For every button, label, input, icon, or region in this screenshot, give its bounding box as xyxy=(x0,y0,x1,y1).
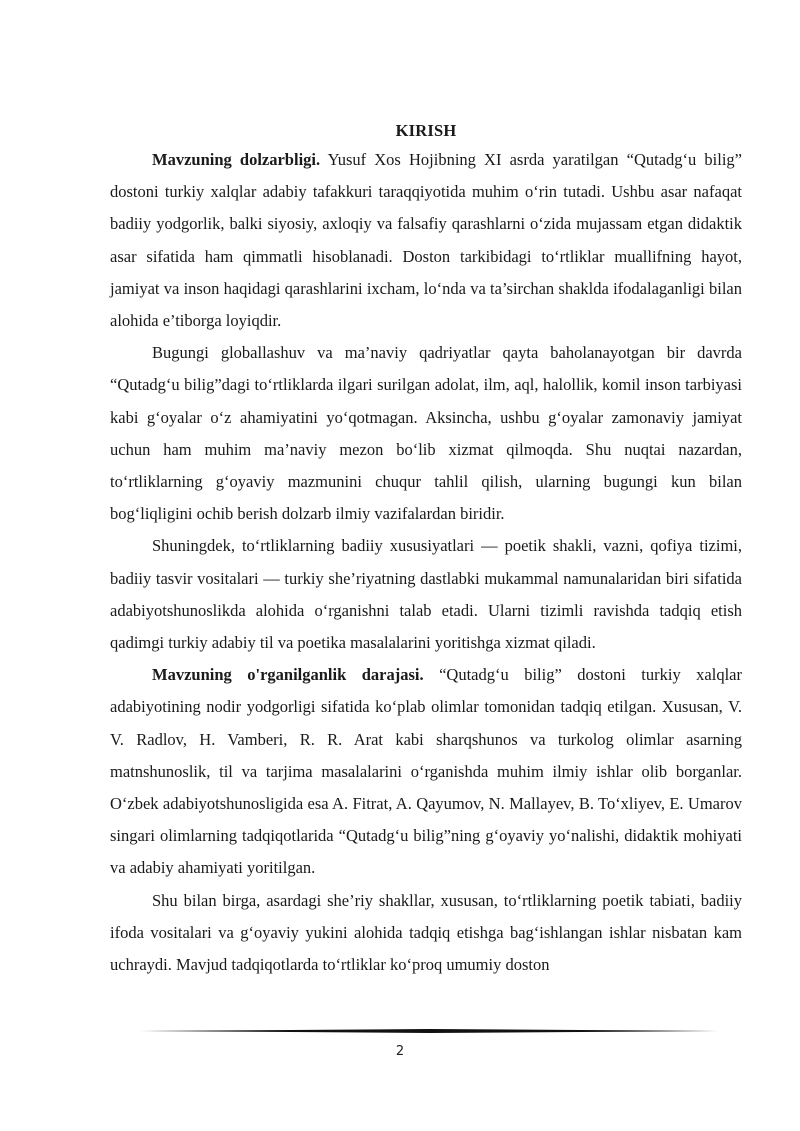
section-heading: KIRISH xyxy=(395,121,457,140)
paragraph-text: “Qutadg‘u bilig” dostoni turkiy xalqlar adabiyotining nodir yodgorligi sifatida ko‘plab olimlar tomonidan tadqiq etilgan. Xususan, V. V. Radlov, H. Vamberi, R. R. Arat kabi sharqshunos va turkolog olimlar asarning matnshunoslik, til va tarjima masalalarini o‘rganishda muhim ilmiy ishlar olib borganlar. O‘zbek adabiyotshunosligida esa A. Fitrat, A. Qayumov, N. Mallayev, B. To‘xliyev, E. Umarov singari olimlarning tadqiqotlarida “Qutadg‘u bilig”ning g‘oyaviy yo‘nalishi, didaktik mohiyati va adabiy ahamiyati yoritilgan. xyxy=(110,665,742,878)
page-body xyxy=(110,118,742,981)
paragraph-text: Bugungi globallashuv va ma’naviy qadriyatlar qayta baholanayotgan bir davrda “Qutadg‘u bilig”dagi to‘rtliklarda ilgari surilgan adolat, ilm, aql, halollik, komil inson tarbiyasi kabi g‘oyalar o‘z ahamiyatini yo‘qotmagan. Aksincha, ushbu g‘oyalar zamonaviy jamiyat uchun ham muhim ma’naviy mezon bo‘lib xizmat qilmoqda. Shu nuqtai nazardan, to‘rtliklarning g‘oyaviy mazmunini chuqur tahlil qilish, ularning bugungi kun bilan bog‘liqligini ochib berish dolzarb ilmiy vazifalardan biridir. xyxy=(110,343,742,524)
paragraph-lead: Mavzuning o'rganilganlik darajasi. xyxy=(152,665,424,685)
paragraph-research-gap xyxy=(110,885,742,982)
page-number: 2 xyxy=(395,1044,405,1059)
paragraph-artistic-features xyxy=(110,530,742,659)
paragraph-relevance xyxy=(110,144,742,337)
paragraph-globalization xyxy=(110,337,742,530)
paragraph-text: Shu bilan birga, asardagi she’riy shakllar, xususan, to‘rtliklarning poetik tabiati, badiiy ifoda vositalari va g‘oyaviy yukini alohida tadqiq etishga bag‘ishlangan ishlar nisbatan kam uchraydi. Mavjud tadqiqotlarda to‘rtliklar ko‘proq umumiy doston xyxy=(110,890,742,975)
footer-divider xyxy=(140,1029,718,1033)
paragraph-study-level xyxy=(110,659,742,884)
paragraph-lead: Mavzuning dolzarbligi. xyxy=(152,150,321,169)
paragraph-text: Shuningdek, to‘rtliklarning badiiy xususiyatlari — poetik shakli, vazni, qofiya tizimi, badiiy tasvir vositalari — turkiy she’riyatning dastlabki mukammal namunalaridan biri sifatida adabiyotshunoslikda alohida o‘rganishni talab etadi. Ularni tizimli ravishda tadqiq etish qadimgi turkiy adabiy til va poetika masalalarini yoritishga xizmat qiladi. xyxy=(110,536,742,653)
paragraph-text: Yusuf Xos Hojibning XI asrda yaratilgan “Qutadg‘u bilig” dostoni turkiy xalqlar adabiy tafakkuri taraqqiyotida muhim o‘rin tutadi. Ushbu asar nafaqat badiiy yodgorlik, balki siyosiy, axloqiy va falsafiy qarashlarni o‘zida mujassam etgan didaktik asar sifatida ham qimmatli hisoblanadi. Doston tarkibidagi to‘rtliklar muallifning hayot, jamiyat va inson haqidagi qarashlarini ixcham, lo‘nda va ta’sirchan shaklda ifodalaganligi bilan alohida e’tiborga loyiqdir. xyxy=(110,150,742,331)
